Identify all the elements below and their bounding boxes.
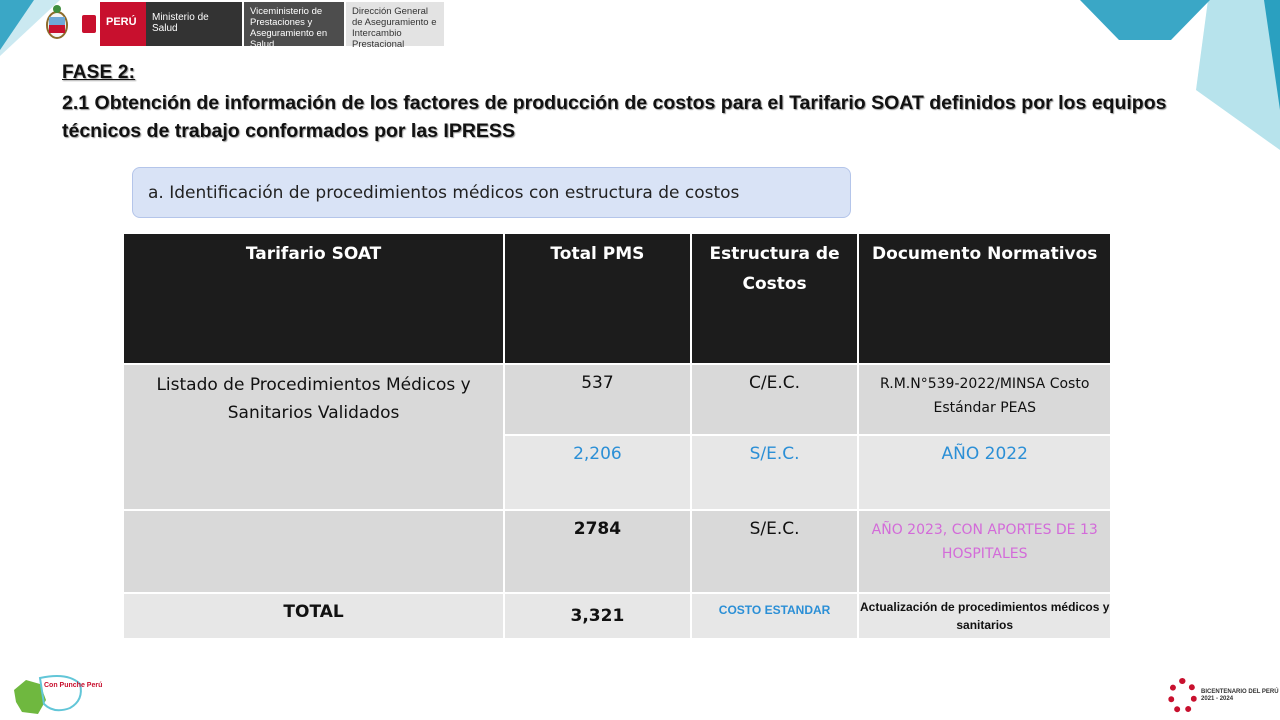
bicentenario-text: BICENTENARIO DEL PERÚ 2021 - 2024	[1201, 689, 1279, 702]
column-header: Documento Normativos	[858, 233, 1111, 364]
column-header: Tarifario SOAT	[123, 233, 504, 364]
total-label-cell: TOTAL	[123, 593, 504, 639]
section-pill: a. Identificación de procedimientos médicos con estructura de costos	[132, 167, 851, 218]
estructura-cell: C/E.C.	[691, 364, 859, 435]
table-header-row	[123, 233, 1111, 364]
total-documento-cell: Actualización de procedimientos médicos y sanitarios	[858, 593, 1111, 639]
slide-subtitle: 2.1 Obtención de información de los factores de producción de costos para el Tarifario SOAT definidos por los equipos técnicos de trabajo conformados por las IPRESS	[62, 92, 1167, 142]
table-row	[123, 510, 1111, 593]
total-cell: 2,206	[504, 435, 691, 510]
total-estructura-cell: COSTO ESTANDAR	[691, 593, 859, 639]
peru-brand-block	[78, 2, 146, 46]
corner-decoration	[1080, 0, 1210, 40]
phase-title: FASE 2:	[62, 62, 136, 83]
column-header: Total PMS	[504, 233, 691, 364]
ministry-header-logos	[42, 2, 444, 50]
total-cell: 537	[504, 364, 691, 435]
viceministerio-label: Viceministerio de Prestaciones y Aseguramiento en Salud	[244, 2, 344, 46]
row-label-cell: Listado de Procedimientos Médicos y Sanitarios Validados	[123, 364, 504, 510]
documento-cell: R.M.N°539-2022/MINSA Costo Estándar PEAS	[858, 364, 1111, 435]
total-cell: 2784	[504, 510, 691, 593]
documento-cell: AÑO 2022	[858, 435, 1111, 510]
bicentenario-logo	[1168, 678, 1280, 714]
ministerio-label: Ministerio de Salud	[146, 2, 242, 46]
bicentenario-ring-icon	[1168, 678, 1197, 714]
column-header: Estructura de Costos	[691, 233, 859, 364]
estructura-cell: S/E.C.	[691, 510, 859, 593]
peru-label: PERÚ	[106, 16, 137, 28]
campaign-logo-text: Con Punche Perú	[44, 682, 103, 689]
total-value-cell: 3,321	[504, 593, 691, 639]
estructura-cell: S/E.C.	[691, 435, 859, 510]
tarifario-table	[122, 232, 1112, 640]
flag-icon	[78, 2, 100, 46]
coat-of-arms-icon	[42, 2, 72, 44]
total-row	[123, 593, 1111, 639]
empty-label-cell	[123, 510, 504, 593]
documento-cell: AÑO 2023, CON APORTES DE 13 HOSPITALES	[858, 510, 1111, 593]
con-punche-peru-logo	[10, 670, 103, 718]
direccion-label: Dirección General de Aseguramiento e Intercambio Prestacional	[346, 2, 444, 46]
table-row	[123, 364, 1111, 435]
